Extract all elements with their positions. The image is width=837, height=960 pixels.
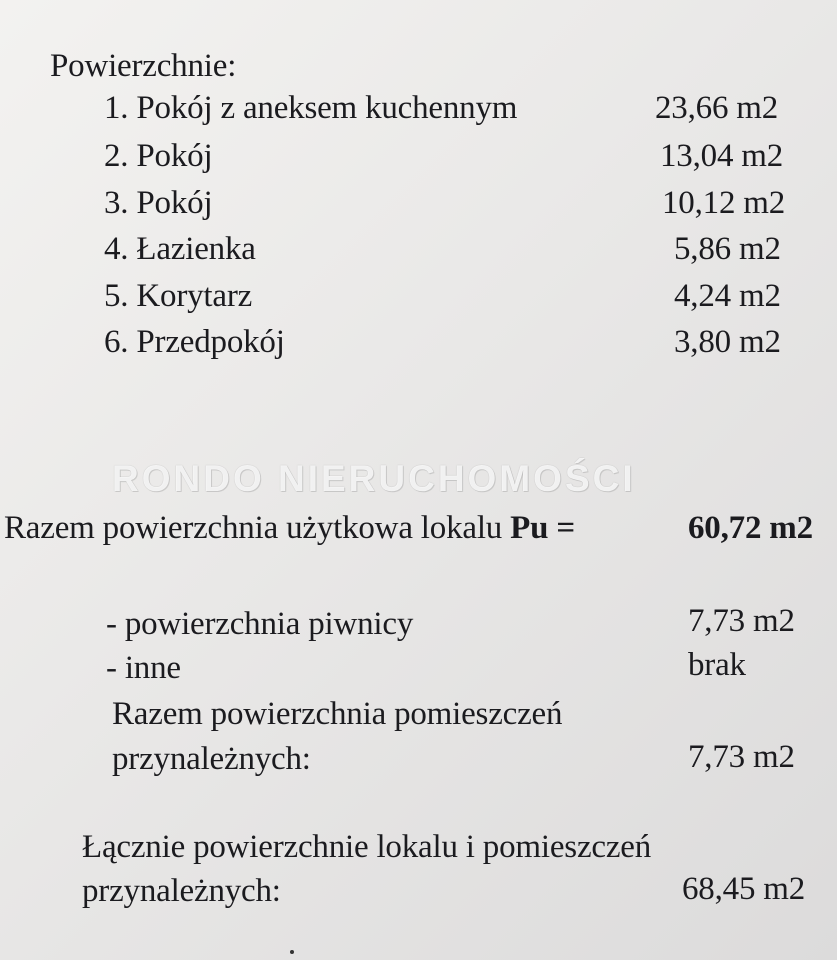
basement-value: 7,73 m2 — [688, 603, 795, 639]
grand-total-label-line1: Łącznie powierzchnie lokalu i pomieszczeń — [82, 829, 652, 865]
room-label: 1. Pokój z aneksem kuchennym — [104, 90, 518, 126]
auxiliary-total-label-line1: Razem powierzchnia pomieszczeń — [112, 696, 563, 732]
room-label: 6. Przedpokój — [104, 324, 285, 360]
auxiliary-total-value: 7,73 m2 — [688, 739, 795, 775]
room-area: 4,24 m2 — [674, 278, 781, 314]
grand-total-value: 68,45 m2 — [682, 871, 806, 907]
other-value: brak — [688, 647, 746, 683]
room-label: 2. Pokój — [104, 138, 213, 174]
other-label: - inne — [106, 650, 181, 686]
grand-total-label-line2: przynależnych: — [82, 873, 281, 909]
auxiliary-total-label-line2: przynależnych: — [112, 741, 311, 777]
room-area: 3,80 m2 — [674, 324, 781, 360]
room-label: 3. Pokój — [104, 185, 213, 221]
room-area: 23,66 m2 — [655, 90, 779, 126]
room-area: 5,86 m2 — [674, 231, 781, 267]
usable-total-symbol: Pu = — [510, 510, 575, 546]
usable-total-text: Razem powierzchnia użytkowa lokalu — [4, 510, 511, 546]
usable-total-label — [4, 508, 575, 548]
room-label: 5. Korytarz — [104, 278, 253, 314]
room-label: 4. Łazienka — [104, 231, 256, 267]
room-area: 10,12 m2 — [662, 185, 786, 221]
watermark: RONDO NIERUCHOMOŚCI — [112, 458, 636, 499]
room-area: 13,04 m2 — [660, 138, 784, 174]
usable-total-value: 60,72 m2 — [688, 510, 813, 546]
section-heading: Powierzchnie: — [50, 48, 237, 84]
basement-label: - powierzchnia piwnicy — [106, 606, 414, 642]
speck — [290, 950, 294, 954]
